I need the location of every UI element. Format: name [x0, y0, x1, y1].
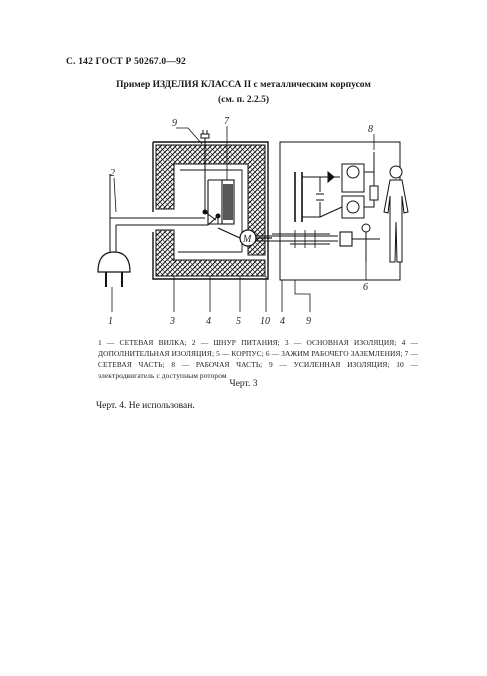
- label-7: 7: [224, 116, 229, 127]
- figure-title-reference: (см. п. 2.2.5): [218, 95, 269, 105]
- applied-part-circuit: [272, 142, 400, 280]
- mains-plug: [98, 252, 130, 287]
- power-cord: [110, 174, 116, 252]
- class-ii-device-diagram: [90, 112, 430, 334]
- figure-caption: Черт. 3: [229, 379, 258, 389]
- label-10: 10: [260, 316, 270, 327]
- label-6: 6: [363, 282, 368, 293]
- figure-note: Черт. 4. Не использован.: [96, 401, 195, 411]
- page-header: С. 142 ГОСТ Р 50267.0—92: [66, 57, 186, 67]
- functional-earth-terminal: [362, 224, 370, 262]
- label-4-left: 4: [206, 316, 211, 327]
- label-8: 8: [368, 124, 373, 135]
- figure-title: Пример ИЗДЕЛИЯ КЛАССА II с металлическим корпусом: [116, 80, 371, 90]
- human-figure: [384, 166, 408, 262]
- label-2: 2: [110, 168, 115, 179]
- figure-legend: 1 — СЕТЕВАЯ ВИЛКА; 2 — ШНУР ПИТАНИЯ; 3 — ОСНОВНАЯ ИЗОЛЯЦИЯ; 4 — ДОПОЛНИТЕЛЬНАЯ ИЗОЛЯЦИЯ; 5 — КОРПУС; 6 — ЗАЖИМ РАБОЧЕГО ЗАЗЕМЛЕНИЯ; 7 — СЕТЕВАЯ ЧАСТЬ; 8 — РАБОЧАЯ ЧАСТЬ; 9 — УСИЛЕННАЯ ИЗОЛЯЦИЯ; 10 — электродвигатель с доступным ротором: [98, 338, 418, 380]
- label-1: 1: [108, 316, 113, 327]
- label-4-right: 4: [280, 316, 285, 327]
- label-3: 3: [170, 316, 175, 327]
- label-5: 5: [236, 316, 241, 327]
- motor-label: M: [243, 234, 252, 245]
- label-9-bottom: 9: [306, 316, 311, 327]
- label-9-top: 9: [172, 118, 177, 129]
